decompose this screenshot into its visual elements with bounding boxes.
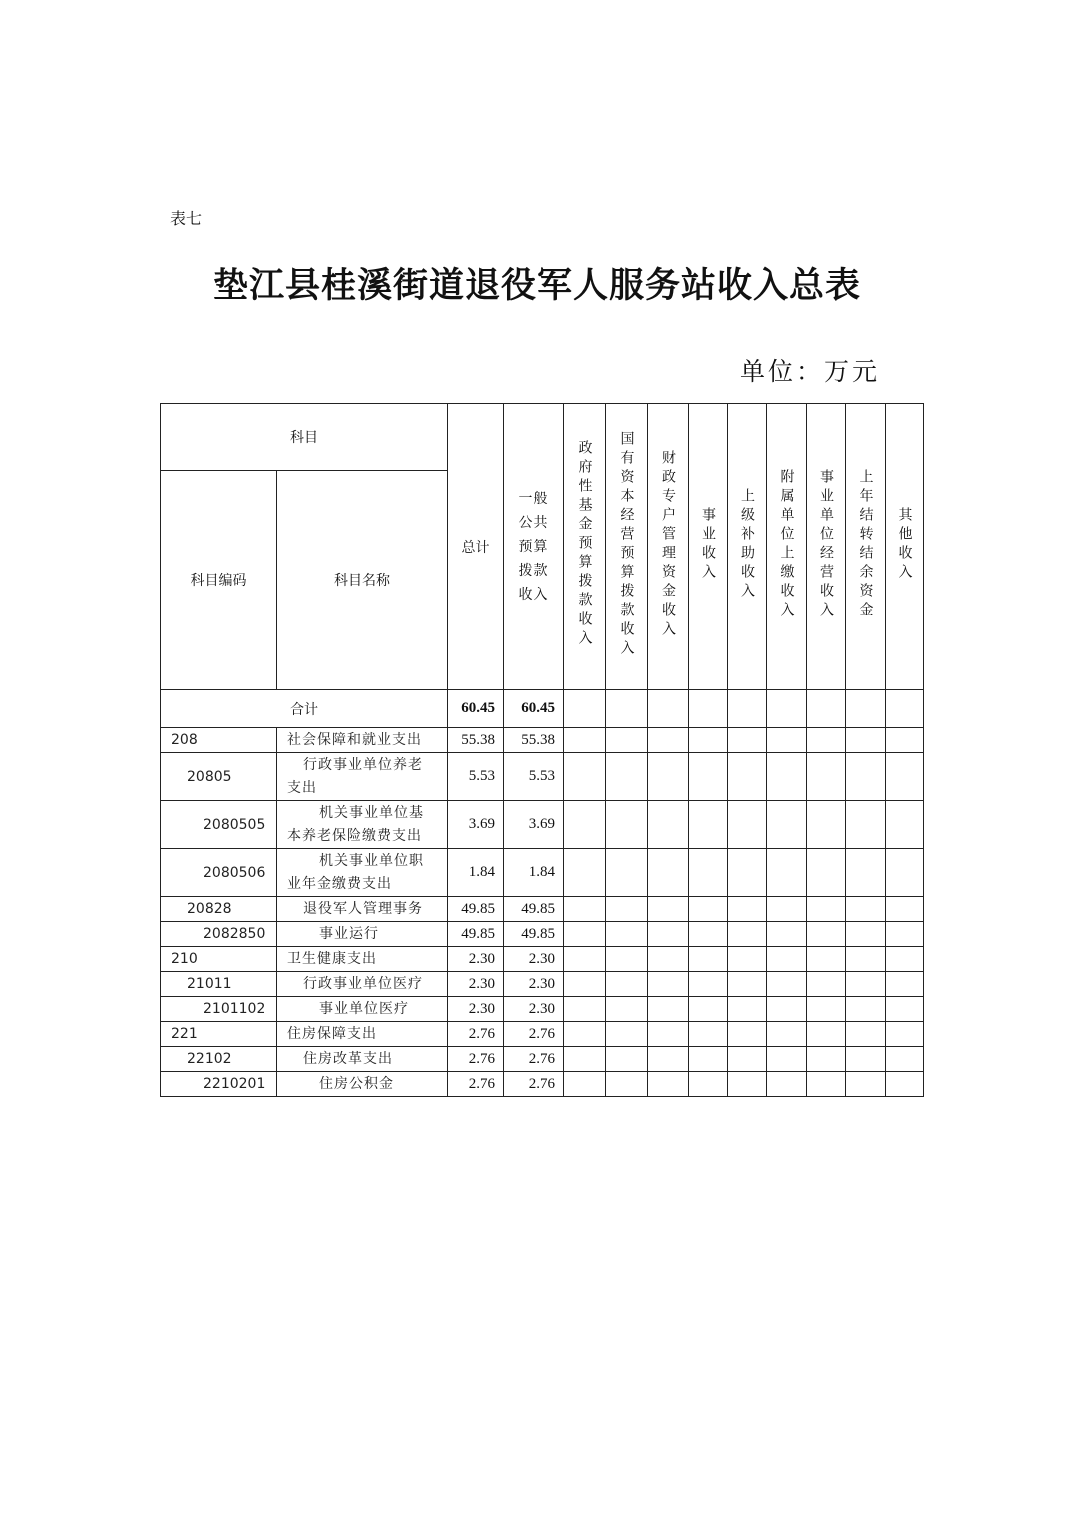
header-superior-subsidy: 上级补助收入	[728, 404, 767, 690]
table-row	[161, 849, 924, 897]
row-general-budget: 2.30	[504, 972, 564, 997]
header-fiscal-special: 财政专户管理资金收入	[648, 404, 689, 690]
row-code: 21011	[161, 972, 277, 997]
row-name: 卫生健康支出	[277, 947, 448, 972]
row-total: 2.30	[448, 997, 504, 1022]
row-total: 55.38	[448, 728, 504, 753]
row-code: 208	[161, 728, 277, 753]
table-row	[161, 1047, 924, 1072]
header-general-budget: 一般公共预算拨款收入	[504, 404, 564, 690]
row-name: 行政事业单位养老支出	[277, 753, 448, 801]
header-other-income: 其他收入	[886, 404, 924, 690]
table-row	[161, 1072, 924, 1097]
row-code: 20828	[161, 897, 277, 922]
row-total: 2.30	[448, 972, 504, 997]
total-label: 合计	[161, 690, 448, 728]
table-row	[161, 1022, 924, 1047]
row-total: 3.69	[448, 801, 504, 849]
table-row	[161, 922, 924, 947]
row-code: 22102	[161, 1047, 277, 1072]
row-name: 住房公积金	[277, 1072, 448, 1097]
row-general-budget: 5.53	[504, 753, 564, 801]
table-row	[161, 801, 924, 849]
row-general-budget: 55.38	[504, 728, 564, 753]
header-total: 总计	[448, 404, 504, 690]
row-code: 2082850	[161, 922, 277, 947]
row-code: 2080505	[161, 801, 277, 849]
row-general-budget: 1.84	[504, 849, 564, 897]
row-general-budget: 2.76	[504, 1022, 564, 1047]
row-general-budget: 2.76	[504, 1072, 564, 1097]
row-code: 20805	[161, 753, 277, 801]
row-code: 2080506	[161, 849, 277, 897]
row-name: 住房保障支出	[277, 1022, 448, 1047]
row-code: 2210201	[161, 1072, 277, 1097]
row-total: 2.30	[448, 947, 504, 972]
row-total: 2.76	[448, 1047, 504, 1072]
row-general-budget: 2.30	[504, 997, 564, 1022]
row-total: 2.76	[448, 1072, 504, 1097]
header-business-income: 事业收入	[689, 404, 728, 690]
total-amount: 60.45	[448, 690, 504, 728]
income-summary-table	[160, 403, 924, 1097]
row-name: 社会保障和就业支出	[277, 728, 448, 753]
row-code: 2101102	[161, 997, 277, 1022]
header-subject-name: 科目名称	[277, 471, 448, 690]
header-subject: 科目	[161, 404, 448, 471]
row-name: 机关事业单位基本养老保险缴费支出	[277, 801, 448, 849]
row-name: 事业单位医疗	[277, 997, 448, 1022]
table-row	[161, 897, 924, 922]
row-general-budget: 2.76	[504, 1047, 564, 1072]
row-total: 1.84	[448, 849, 504, 897]
table-row	[161, 947, 924, 972]
total-general-budget: 60.45	[504, 690, 564, 728]
document-label: 表七	[170, 209, 203, 228]
row-general-budget: 49.85	[504, 897, 564, 922]
row-name: 行政事业单位医疗	[277, 972, 448, 997]
table-row	[161, 728, 924, 753]
header-business-operation: 事业单位经营收入	[807, 404, 846, 690]
row-code: 210	[161, 947, 277, 972]
table-row-total	[161, 690, 924, 728]
page-title: 垫江县桂溪街道退役军人服务站收入总表	[212, 265, 861, 306]
unit-label: 单位：万元	[740, 357, 881, 386]
table-row	[161, 997, 924, 1022]
row-general-budget: 49.85	[504, 922, 564, 947]
row-general-budget: 3.69	[504, 801, 564, 849]
row-name: 机关事业单位职业年金缴费支出	[277, 849, 448, 897]
row-total: 2.76	[448, 1022, 504, 1047]
header-gov-fund: 政府性基金预算拨款收入	[564, 404, 606, 690]
header-state-capital: 国有资本经营预算拨款收入	[606, 404, 648, 690]
header-subject-code: 科目编码	[161, 471, 277, 690]
row-total: 49.85	[448, 922, 504, 947]
row-name: 事业运行	[277, 922, 448, 947]
row-total: 5.53	[448, 753, 504, 801]
row-code: 221	[161, 1022, 277, 1047]
row-name: 退役军人管理事务	[277, 897, 448, 922]
table-row	[161, 753, 924, 801]
row-name: 住房改革支出	[277, 1047, 448, 1072]
header-carryover: 上年结转结余资金	[846, 404, 886, 690]
row-general-budget: 2.30	[504, 947, 564, 972]
header-affiliated-payment: 附属单位上缴收入	[767, 404, 807, 690]
table-row	[161, 972, 924, 997]
row-total: 49.85	[448, 897, 504, 922]
